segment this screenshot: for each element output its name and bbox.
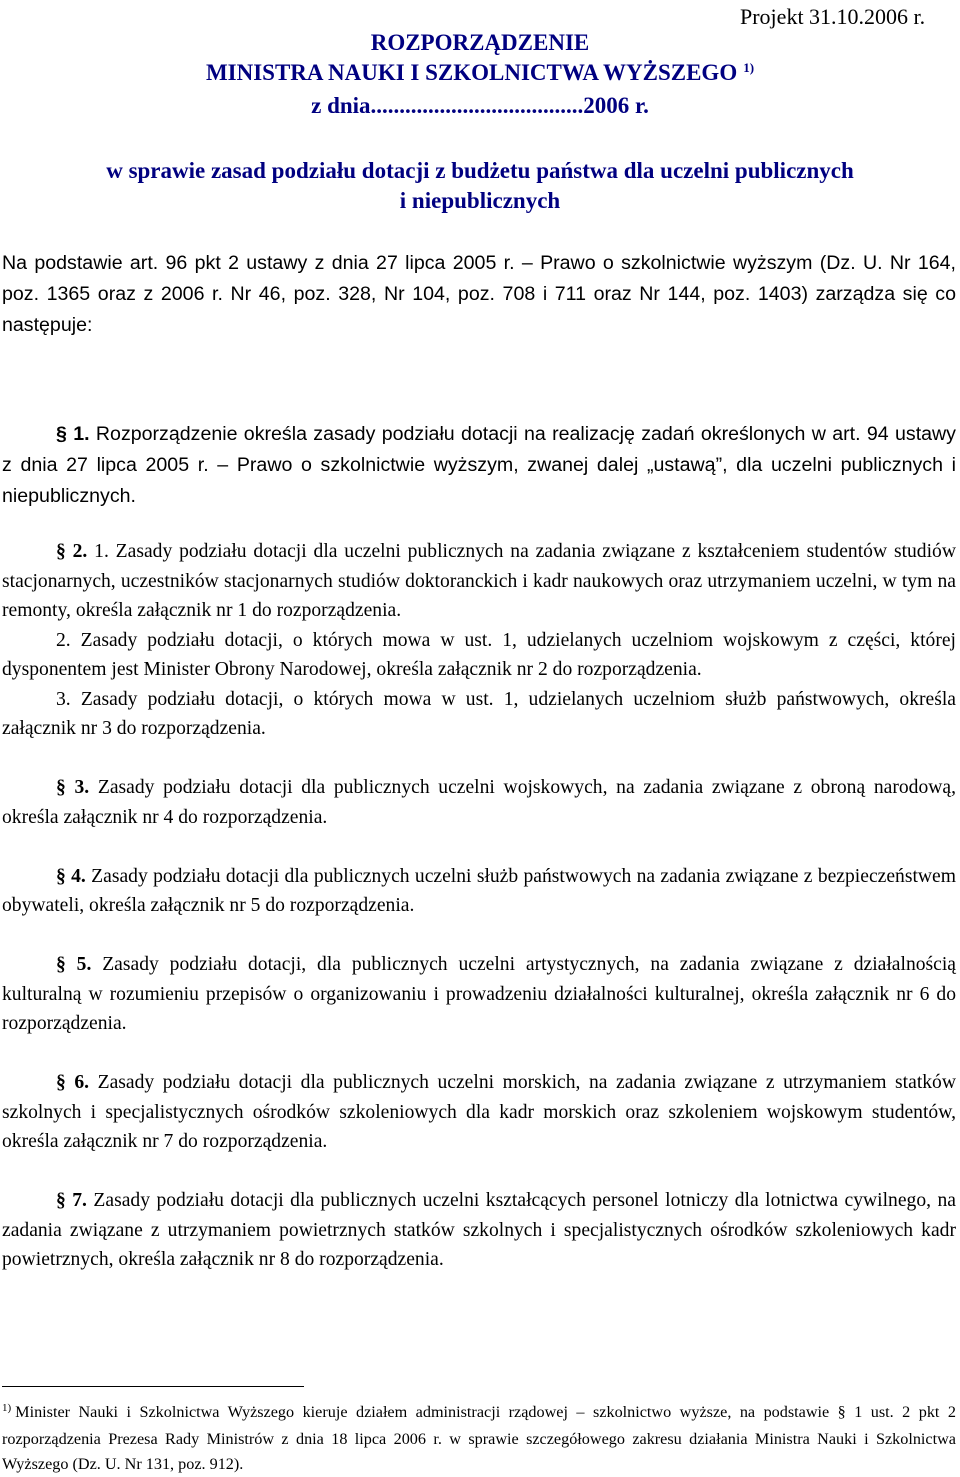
preamble: Na podstawie art. 96 pkt 2 ustawy z dnia 27 lipca 2005 r. – Prawo o szkolnictwie wyższym (Dz. U. Nr 164, poz. 1365 oraz z 2006 r. Nr 46, poz. 328, Nr 104, poz. 708 i 711 oraz Nr 144, poz. 1403) zarządza się co następuje: bbox=[2, 252, 956, 336]
section-6-number: § 6. bbox=[56, 1072, 90, 1093]
header-issuer: MINISTRA NAUKI I SZKOLNICTWA WYŻSZEGO $^{1)}$ bbox=[205, 60, 755, 85]
section-3-number: § 3. bbox=[56, 777, 90, 798]
sections-body bbox=[2, 537, 956, 1275]
footnote-ref: 1) bbox=[743, 60, 755, 75]
section-2-ust-3: 3. Zasady podziału dotacji, o których mowa w ust. 1, udzielanych uczelniom służb państwowych, określa załącznik nr 3 do rozporządzenia. bbox=[2, 688, 956, 739]
section-1-number: § 1. bbox=[56, 423, 90, 445]
section-2-ust-1-text: 1. Zasady podziału dotacji dla uczelni publicznych na zadania związane z kształceniem studentów studiów stacjonarnych, uczestników stacjonarnych studiów doktoranckich i kadr naukowych oraz utrzymaniem uczelni, w tym na remonty, określa załącznik nr 1 do rozporządzenia. bbox=[2, 541, 956, 621]
subject-line-2: i niepublicznych bbox=[399, 188, 561, 213]
regulation-subject bbox=[0, 156, 960, 216]
footnote-text: Minister Nauki i Szkolnictwa Wyższego kieruje działem administracji rządowej – szkolnictwo wyższe, na podstawie § 1 ust. 2 pkt 2 rozporządzenia Prezesa Rady Ministrów z dnia 18 lipca 2006 r. w sprawie szczegółowego zakresu działania Ministra Nauki i Szkolnictwa Wyższego (Dz. U. Nr 131, poz. 912). bbox=[2, 1403, 956, 1473]
section-4-number: § 4. bbox=[56, 865, 86, 887]
section-7 bbox=[2, 1186, 956, 1275]
section-1 bbox=[2, 419, 956, 512]
footnote bbox=[2, 1400, 956, 1477]
section-5 bbox=[2, 950, 956, 1039]
section-1-text: Rozporządzenie określa zasady podziału dotacji na realizację zadań określonych w art. 94 ustawy z dnia 27 lipca 2005 r. – Prawo o szkolnictwie wyższym, zwanej dalej „ustawą”, dla uczelni publicznych i niepublicznych. bbox=[2, 423, 956, 507]
section-7-text: Zasady podziału dotacji dla publicznych uczelni kształcących personel lotniczy dla lotnictwa cywilnego, na zadania związane z utrzymaniem powietrznych statków szkolnych i specjalistycznych ośrodków szkoleniowych kadr powietrznych, określa załącznik nr 8 do rozporządzenia. bbox=[2, 1190, 956, 1270]
draft-date-label: Projekt 31.10.2006 r. bbox=[740, 4, 926, 29]
section-5-number: § 5. bbox=[56, 954, 92, 975]
section-3-text: Zasady podziału dotacji dla publicznych uczelni wojskowych, na zadania związane z obroną narodową, określa załącznik nr 4 do rozporządzenia. bbox=[2, 777, 956, 828]
footnote-marker: 1) bbox=[2, 1402, 12, 1414]
section-3 bbox=[2, 773, 956, 832]
section-5-text: Zasady podziału dotacji, dla publicznych uczelni artystycznych, na zadania związane z działalnością kulturalną w rozumieniu przepisów o organizowaniu i prowadzeniu działalności kulturalnej, określa załącznik nr 6 do rozporządzenia. bbox=[2, 954, 957, 1034]
section-6 bbox=[2, 1068, 956, 1157]
section-6-text: Zasady podziału dotacji dla publicznych uczelni morskich, na zadania związane z utrzymaniem statków szkolnych i specjalistycznych ośrodków szkoleniowych dla kadr morskich oraz szkoleniem wojskowym studentów, określa załącznik nr 7 do rozporządzenia. bbox=[2, 1072, 957, 1152]
header-date: z dnia.....................................2006 r. bbox=[311, 93, 649, 118]
regulation-header bbox=[0, 28, 960, 121]
section-7-number: § 7. bbox=[56, 1190, 87, 1211]
section-2-ust-2: 2. Zasady podziału dotacji, o których mowa w ust. 1, udzielanych uczelniom wojskowym z części, której dysponentem jest Minister Obrony Narodowej, określa załącznik nr 2 do rozporządzenia. bbox=[2, 629, 956, 680]
section-2-number: § 2. bbox=[56, 541, 88, 562]
section-4-text: Zasady podziału dotacji dla publicznych uczelni służb państwowych na zadania związane z bezpieczeństwem obywateli, określa załącznik nr 5 do rozporządzenia. bbox=[2, 865, 956, 916]
footnote-separator bbox=[2, 1386, 304, 1387]
section-2-ust-1 bbox=[2, 537, 956, 626]
header-title: ROZPORZĄDZENIE bbox=[370, 30, 590, 55]
subject-line-1: w sprawie zasad podziału dotacji z budżetu państwa dla uczelni publicznych bbox=[106, 158, 854, 183]
section-4 bbox=[2, 862, 956, 921]
